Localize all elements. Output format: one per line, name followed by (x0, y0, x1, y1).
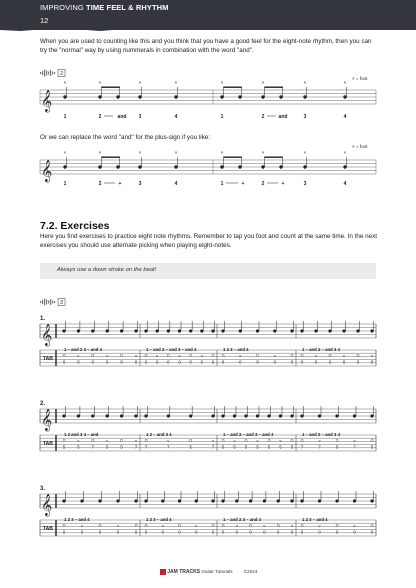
tab-fret: 5 (189, 444, 192, 450)
note-head (211, 414, 214, 417)
footer (160, 569, 257, 575)
note-head (342, 329, 345, 332)
tab-fret: 0 (249, 529, 252, 535)
exercise-3 (40, 486, 376, 536)
note-head (263, 499, 266, 502)
svg-text:v: v (117, 523, 119, 528)
svg-text:⊓: ⊓ (370, 438, 374, 443)
note-head (144, 329, 147, 332)
note-head (249, 499, 252, 502)
svg-text:v: v (239, 353, 242, 358)
tab-fret: 0 (370, 359, 374, 365)
tab-fret: 0 (116, 529, 120, 535)
plus-paragraph: Or we can replace the word "and" for the plus-sign if you like: (40, 134, 211, 141)
tab-fret: 0 (98, 529, 102, 535)
count-text: 1 2 3 – and 4 (146, 517, 172, 522)
tab-fret: 0 (356, 359, 360, 365)
note-head (134, 414, 137, 417)
svg-text:⊓: ⊓ (166, 353, 170, 358)
svg-text:2: 2 (98, 181, 102, 187)
note-head (178, 329, 181, 332)
intro-paragraph: When you are used to counting like this and you think that you have a good feel for the eight-note rhythm, then you can try the "normal" way by using nummerals in combination with the word "and". (40, 38, 372, 54)
treble-clef: 𝄞 (41, 410, 53, 431)
svg-text:v: v (256, 438, 259, 443)
note-head (290, 499, 293, 502)
note-head (300, 499, 303, 502)
svg-text:⊓: ⊓ (255, 353, 260, 358)
note-head (335, 499, 338, 502)
exercise-2 (40, 401, 376, 451)
svg-text:1: 1 (63, 114, 67, 120)
svg-text:×: × (343, 150, 347, 155)
svg-text:1: 1 (63, 181, 67, 187)
svg-text:v: v (315, 353, 317, 358)
tab-fret: 7 (300, 444, 304, 450)
svg-text:v: v (195, 523, 198, 528)
svg-text:v: v (135, 438, 137, 443)
note-head (62, 329, 65, 332)
svg-text:v: v (135, 353, 137, 358)
svg-text:×: × (138, 150, 142, 155)
svg-text:×: × (261, 80, 265, 85)
note-head (91, 329, 94, 332)
svg-text:⊓: ⊓ (370, 523, 374, 528)
tab-fret: 0 (80, 529, 84, 535)
note-head (134, 499, 137, 502)
svg-text:3: 3 (303, 181, 307, 187)
note-head (62, 499, 65, 502)
svg-text:×: × (303, 150, 307, 155)
note-head (273, 329, 276, 332)
svg-text:and: and (278, 114, 288, 120)
svg-text:v: v (77, 353, 80, 358)
svg-text:⊓: ⊓ (189, 438, 193, 443)
tab-fret: 0 (290, 529, 294, 535)
note-head (211, 499, 214, 502)
note-head (235, 499, 238, 502)
note-head (189, 414, 192, 417)
svg-text:×: × (343, 80, 347, 85)
exercise-label: 2. (40, 401, 46, 407)
svg-text:v: v (291, 523, 293, 528)
svg-text:v: v (178, 353, 181, 358)
svg-text:and: and (117, 114, 127, 120)
treble-clef: 𝄞 (41, 325, 53, 346)
tab-fret: 0 (167, 359, 170, 365)
note-head (318, 499, 321, 502)
tab-fret: 0 (221, 529, 225, 535)
treble-clef: 𝄞 (41, 495, 53, 516)
svg-text:⊓: ⊓ (221, 523, 225, 528)
track-number: 3 (59, 300, 64, 307)
svg-text:4: 4 (343, 114, 347, 120)
tab-fret: 0 (211, 359, 215, 365)
tab-fret: 5 (106, 444, 109, 450)
note-head (98, 499, 101, 502)
tab-fret: 0 (200, 359, 204, 365)
svg-text:×: × (98, 80, 102, 85)
tab-fret: 0 (314, 359, 318, 365)
note-head (370, 499, 373, 502)
note-head (256, 329, 259, 332)
svg-text:×: × (352, 76, 355, 81)
svg-text:2: 2 (98, 114, 102, 120)
svg-text:⊓: ⊓ (335, 523, 339, 528)
brand-logo-icon (160, 569, 166, 575)
note-head (290, 329, 293, 332)
svg-text:×: × (174, 150, 178, 155)
tab-fret: 0 (263, 529, 266, 535)
tab-fret: 5 (256, 444, 259, 450)
tab-fret: 0 (353, 529, 356, 535)
tab-fret: 0 (189, 359, 192, 365)
page-number: 12 (40, 16, 49, 25)
tab-fret: 5 (62, 444, 66, 450)
svg-text:v: v (200, 353, 203, 358)
tab-fret: 0 (273, 359, 276, 365)
svg-text:⊓: ⊓ (356, 353, 360, 358)
count-text: 1 2 3 – and 4 (223, 347, 249, 352)
svg-text:×: × (98, 150, 102, 155)
tab-fret: 0 (91, 359, 94, 365)
tab-fret: 0 (134, 529, 138, 535)
svg-text:⊓: ⊓ (120, 438, 124, 443)
svg-text:v: v (235, 523, 238, 528)
svg-text:v: v (106, 353, 109, 358)
tab-fret: 5 (233, 444, 236, 450)
svg-text:⊓: ⊓ (62, 438, 66, 443)
svg-text:1: 1 (220, 181, 224, 187)
svg-text:v: v (263, 523, 266, 528)
tab-fret: 5 (244, 444, 248, 450)
tip-text: Always use a down stroke on the beat! (57, 267, 157, 273)
count-text: 1 – and 2 3 – and 4 (64, 347, 102, 352)
exercise-label: 3. (40, 486, 46, 492)
svg-text:𝄞: 𝄞 (41, 161, 53, 182)
note-head (120, 329, 123, 332)
svg-text:v: v (318, 438, 321, 443)
note-head (279, 414, 282, 417)
tab-fret: 0 (62, 359, 66, 365)
brand-sub: Guitar Tutorials (201, 569, 233, 575)
svg-text:v: v (343, 353, 345, 358)
tab-fret: 0 (211, 529, 215, 535)
note-head (318, 414, 321, 417)
svg-text:4: 4 (174, 114, 178, 120)
svg-text:⊓: ⊓ (276, 523, 280, 528)
header-torn-edge (0, 22, 416, 34)
note-head (239, 329, 242, 332)
note-head (80, 499, 83, 502)
svg-text:v: v (273, 353, 276, 358)
note-head (167, 414, 170, 417)
foot-legend: = foot (356, 76, 368, 81)
tab-fret: 0 (62, 529, 66, 535)
note-head (211, 329, 214, 332)
svg-text:⊓: ⊓ (98, 523, 102, 528)
tab-fret: 7 (353, 444, 356, 450)
rhythm-example-2 (0, 140, 416, 200)
note-head (161, 499, 164, 502)
note-head (120, 414, 123, 417)
count-text: 1 – and 2 – and 3 4 (302, 432, 340, 437)
svg-text:v: v (106, 438, 109, 443)
tab-fret: 5 (370, 444, 374, 450)
svg-text:v: v (318, 523, 321, 528)
tab-fret: 5 (290, 444, 294, 450)
tab-fret: 0 (370, 529, 374, 535)
note-head (144, 499, 147, 502)
note-head (370, 329, 373, 332)
svg-text:⊓: ⊓ (62, 523, 66, 528)
svg-text:v: v (161, 523, 164, 528)
note-head (267, 414, 270, 417)
svg-text:⊓: ⊓ (300, 353, 304, 358)
note-head (290, 414, 293, 417)
count-text: 1 – and 2 – and 3 – and 4 (146, 347, 197, 352)
note-head (178, 499, 181, 502)
svg-text:v: v (279, 438, 282, 443)
count-row-1 (64, 114, 347, 120)
svg-text:v: v (353, 438, 356, 443)
svg-text:×: × (63, 80, 67, 85)
copyright: ©2024 (243, 569, 258, 575)
svg-text:⊓: ⊓ (335, 438, 339, 443)
svg-text:1: 1 (220, 114, 224, 120)
svg-text:v: v (212, 438, 214, 443)
svg-text:⊓: ⊓ (144, 438, 148, 443)
treble-clef: 𝄞 (41, 91, 53, 112)
svg-text:4: 4 (174, 181, 178, 187)
svg-text:v: v (77, 438, 80, 443)
tab-fret: 0 (161, 529, 164, 535)
note-head (221, 414, 224, 417)
note-head (156, 329, 159, 332)
section-paragraph: Here you find exercises to practice eight note rhythms. Remember to tap you foot and count at the same time. In the next exercises you should use alternate picking when playing eight-notes. (40, 233, 378, 249)
svg-text:×: × (138, 80, 142, 85)
svg-text:×: × (303, 80, 307, 85)
tab-fret: 0 (134, 359, 138, 365)
svg-text:v: v (81, 523, 83, 528)
count-text: 1 2 3 – and 4 (302, 517, 328, 522)
tab-fret: 7 (167, 444, 170, 450)
svg-text:⊓: ⊓ (91, 353, 95, 358)
svg-text:×: × (261, 150, 265, 155)
count-text: 1 – and 2 – and 3 – and 4 (223, 432, 274, 437)
note-head (353, 414, 356, 417)
tab-fret: 0 (221, 359, 225, 365)
svg-text:3: 3 (303, 114, 307, 120)
svg-text:⊓: ⊓ (328, 353, 332, 358)
svg-text:⊓: ⊓ (189, 353, 193, 358)
svg-text:⊓: ⊓ (267, 438, 271, 443)
exercise-label: 1. (40, 316, 46, 322)
tab-fret: 0 (277, 529, 280, 535)
svg-text:×: × (220, 80, 224, 85)
svg-text:⊓: ⊓ (221, 353, 225, 358)
tab-fret: 5 (267, 444, 271, 450)
tab-fret: 0 (300, 529, 304, 535)
svg-text:⊓: ⊓ (290, 438, 294, 443)
note-head (314, 329, 317, 332)
note-head (328, 329, 331, 332)
svg-text:3: 3 (138, 181, 142, 187)
tab-fret: 0 (195, 529, 198, 535)
tab-fret: 0 (335, 529, 339, 535)
svg-text:⊓: ⊓ (120, 353, 124, 358)
note-head (77, 414, 80, 417)
svg-text:2: 2 (261, 181, 265, 187)
tab-fret: 7 (211, 444, 215, 450)
svg-text:v: v (167, 438, 170, 443)
tab-fret: 0 (290, 359, 294, 365)
tab-fret: 0 (256, 359, 259, 365)
count-text: 1 2 – and 3 4 (146, 432, 172, 437)
tab-fret: 5 (335, 444, 339, 450)
count-text: 1 2 and 3 4 – and (64, 432, 99, 437)
tab-fret: 7 (318, 444, 321, 450)
foot-legend-2: = foot (356, 144, 368, 149)
tab-fret: 7 (144, 444, 148, 450)
count-text: 1 – and 2 – and 3 4 (302, 347, 340, 352)
tab-fret: 0 (239, 359, 242, 365)
tab-fret: 5 (120, 444, 123, 450)
tab-clef: TAB (43, 356, 53, 362)
brand-name: JAM TRACKS (167, 569, 201, 576)
note-head (134, 329, 137, 332)
svg-text:+: + (241, 181, 245, 187)
tab-fret: 0 (318, 529, 321, 535)
tab-fret: 7 (134, 444, 138, 450)
svg-text:⊓: ⊓ (91, 438, 95, 443)
note-head (370, 414, 373, 417)
tab-fret: 5 (279, 444, 282, 450)
svg-text:v: v (371, 353, 373, 358)
svg-text:⊓: ⊓ (144, 353, 148, 358)
svg-text:⊓: ⊓ (300, 523, 304, 528)
svg-text:⊓: ⊓ (211, 353, 215, 358)
count-row-2 (64, 181, 347, 187)
note-head (144, 414, 147, 417)
note-head (244, 414, 247, 417)
svg-text:+: + (118, 181, 122, 187)
svg-text:⊓: ⊓ (290, 353, 294, 358)
tab-clef: TAB (43, 441, 53, 447)
tab-fret: 0 (77, 359, 80, 365)
tab-fret: 0 (178, 529, 181, 535)
note-head (256, 414, 259, 417)
note-head (77, 329, 80, 332)
tab-fret: 5 (77, 444, 80, 450)
exercise-1 (40, 316, 376, 366)
note-head (300, 414, 303, 417)
tab-fret: 7 (91, 444, 94, 450)
tab-fret: 0 (155, 359, 159, 365)
svg-text:⊓: ⊓ (62, 353, 66, 358)
svg-text:⊓: ⊓ (177, 523, 182, 528)
tab-fret: 0 (178, 359, 181, 365)
note-head (277, 499, 280, 502)
svg-text:v: v (233, 438, 236, 443)
note-head (195, 499, 198, 502)
svg-text:×: × (352, 144, 355, 149)
svg-text:⊓: ⊓ (134, 523, 138, 528)
tab-fret: 0 (120, 359, 123, 365)
svg-text:⊓: ⊓ (144, 523, 148, 528)
tab-fret: 0 (144, 529, 148, 535)
svg-text:×: × (63, 150, 67, 155)
note-head (356, 329, 359, 332)
svg-text:⊓: ⊓ (211, 523, 215, 528)
tab-fret: 0 (300, 359, 304, 365)
note-head (221, 499, 224, 502)
svg-text:+: + (281, 181, 285, 187)
section-title: 7.2. Exercises (40, 220, 110, 232)
waveform-icon (40, 299, 55, 306)
count-text: 1 2 3 – and 4 (64, 517, 90, 522)
note-head (300, 329, 303, 332)
note-head (62, 414, 65, 417)
tab-fret: 0 (144, 359, 148, 365)
note-head (106, 329, 109, 332)
svg-text:⊓: ⊓ (300, 438, 304, 443)
note-head (335, 414, 338, 417)
note-head (116, 499, 119, 502)
tip-box (40, 263, 376, 279)
count-text: 1 – and 2 3 – and 4 (223, 517, 261, 522)
svg-text:3: 3 (138, 114, 142, 120)
exercise-systems (0, 310, 416, 565)
svg-text:⊓: ⊓ (244, 438, 248, 443)
svg-text:4: 4 (343, 181, 347, 187)
tab-clef: TAB (43, 526, 53, 532)
tab-fret: 0 (328, 359, 332, 365)
svg-text:v: v (353, 523, 356, 528)
note-head (233, 414, 236, 417)
note-head (221, 329, 224, 332)
tab-fret: 0 (342, 359, 346, 365)
note-head (167, 329, 170, 332)
note-head (91, 414, 94, 417)
track-number: 2 (59, 71, 64, 78)
svg-text:×: × (174, 80, 178, 85)
tab-fret: 0 (106, 359, 109, 365)
svg-text:×: × (220, 150, 224, 155)
tab-fret: 0 (235, 529, 238, 535)
tab-fret: 5 (221, 444, 225, 450)
chapter-title: IMPROVING TIME FEEL & RHYTHM (40, 3, 169, 12)
svg-text:v: v (156, 353, 159, 358)
svg-text:2: 2 (261, 114, 265, 120)
svg-text:⊓: ⊓ (249, 523, 253, 528)
note-head (106, 414, 109, 417)
note-head (353, 499, 356, 502)
svg-text:⊓: ⊓ (221, 438, 225, 443)
note-head (189, 329, 192, 332)
note-head (200, 329, 203, 332)
